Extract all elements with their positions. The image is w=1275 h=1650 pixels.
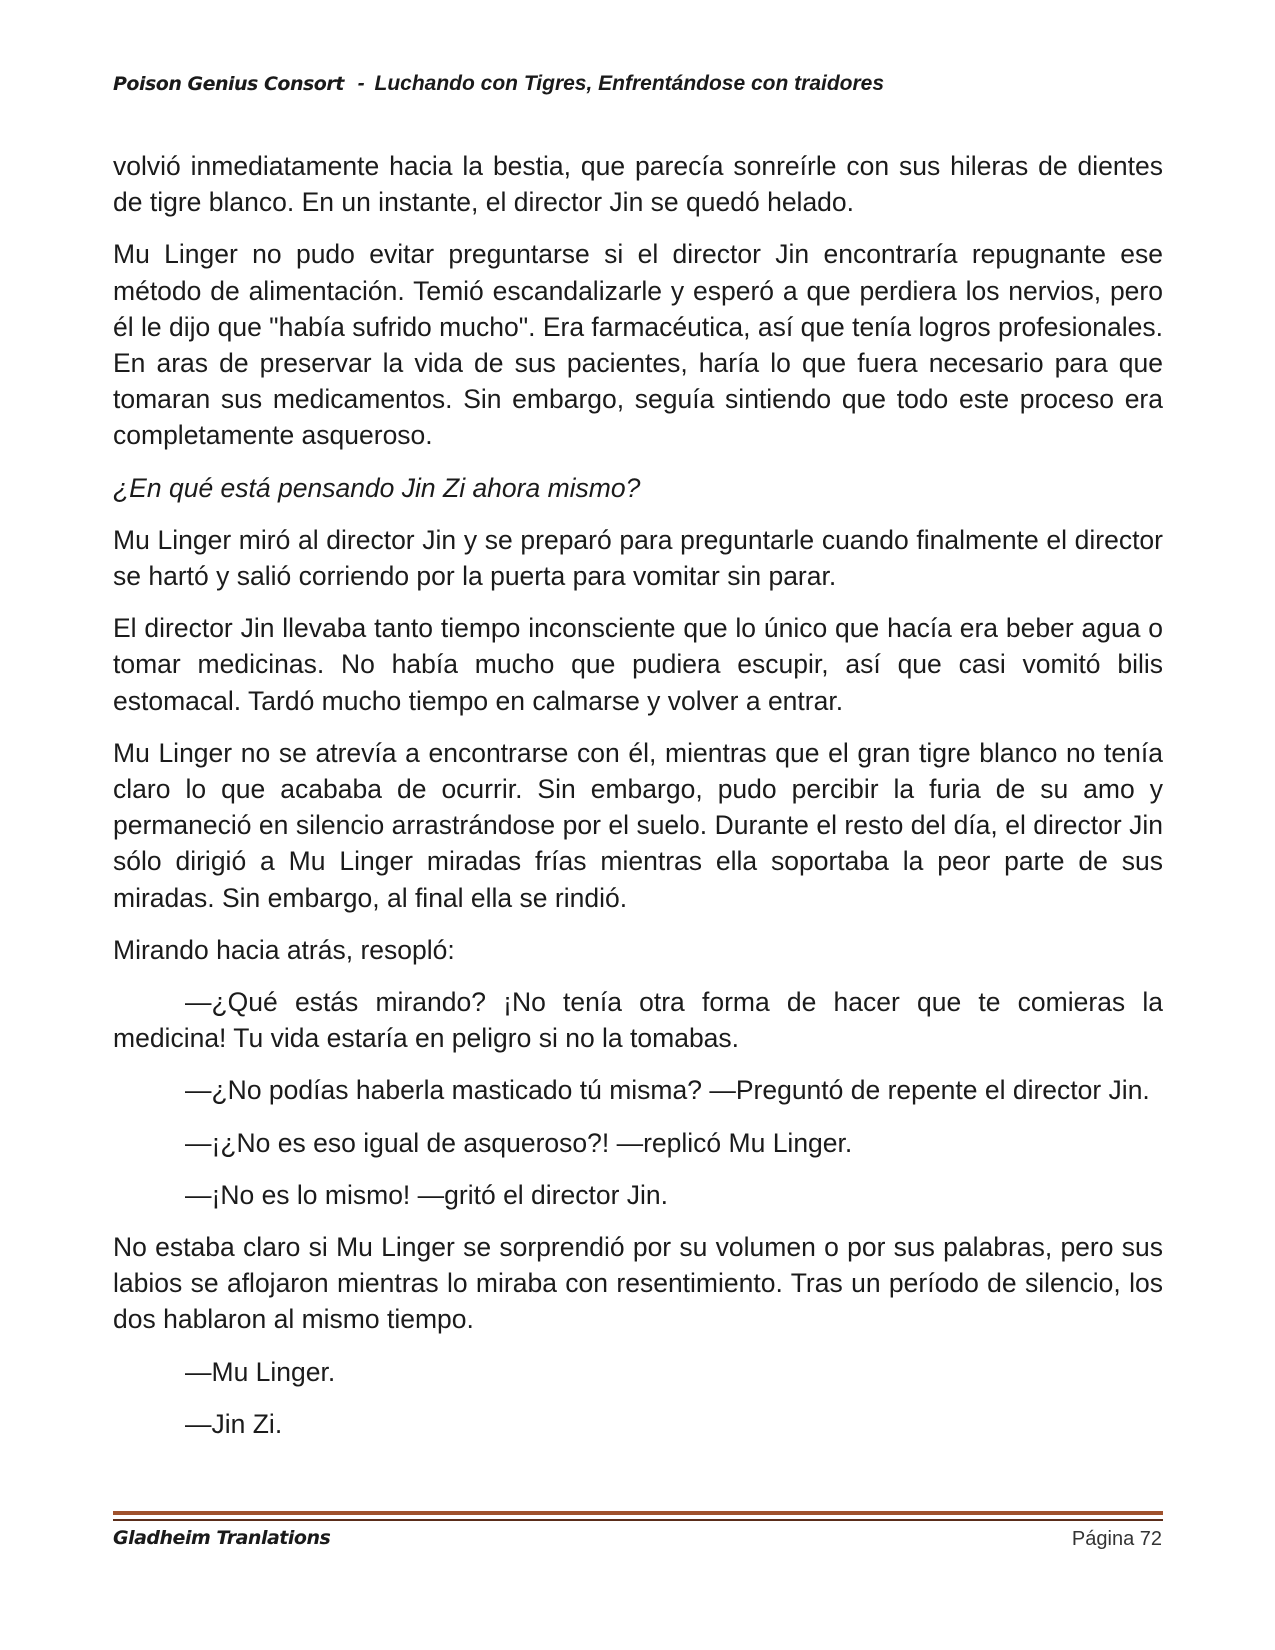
dialogue-line: —Jin Zi. bbox=[185, 1408, 283, 1439]
paragraph: Mu Linger no pudo evitar preguntarse si el director Jin encontraría repugnante ese método de alimentación. Temió escandalizarle y esperó a que perdiera los nervios, pero él le dijo que "había sufrido mucho". Era farmacéutica, así que tenía logros profesionales. En aras de preservar la vida de sus pacientes, haría lo que fuera necesario para que tomaran sus medicamentos. Sin embargo, seguía sintiendo que todo este proceso era completamente asqueroso. bbox=[113, 239, 1163, 451]
page-number: Página 72 bbox=[1071, 1528, 1162, 1550]
header-subtitle: Luchando con Tigres, Enfrentándose con traidores bbox=[374, 72, 885, 95]
dialogue-line: —¡¿No es eso igual de asqueroso?! —replicó Mu Linger. bbox=[185, 1127, 853, 1158]
paragraph: No estaba claro si Mu Linger se sorprendió por su volumen o por sus palabras, pero sus labios se aflojaron mientras lo miraba con resentimiento. Tras un período de silencio, los dos hablaron al mismo tiempo. bbox=[113, 1232, 1163, 1335]
body-text bbox=[113, 148, 1163, 1458]
header-title: Poison Genius Consort bbox=[113, 73, 344, 95]
paragraph-thought: ¿En qué está pensando Jin Zi ahora mismo? bbox=[113, 472, 641, 503]
dialogue-line: —¿Qué estás mirando? ¡No tenía otra forma de hacer que te comieras la medicina! Tu vida estaría en peligro si no la tomabas. bbox=[113, 987, 1163, 1054]
paragraph: volvió inmediatamente hacia la bestia, que parecía sonreírle con sus hileras de dientes de tigre blanco. En un instante, el director Jin se quedó helado. bbox=[113, 151, 1163, 218]
footer-credit: Gladheim Tranlations bbox=[113, 1527, 331, 1549]
header-separator: - bbox=[357, 72, 365, 95]
paragraph: Mirando hacia atrás, resopló: bbox=[113, 934, 455, 965]
page-header bbox=[113, 72, 1163, 96]
footer-rule bbox=[113, 1511, 1163, 1515]
dialogue-line: —¡No es lo mismo! —gritó el director Jin. bbox=[185, 1179, 669, 1210]
paragraph: Mu Linger no se atrevía a encontrarse con él, mientras que el gran tigre blanco no tenía claro lo que acababa de ocurrir. Sin embargo, pudo percibir la furia de su amo y permaneció en silencio arrastrándose por el suelo. Durante el resto del día, el director Jin sólo dirigió a Mu Linger miradas frías mientras ella soportaba la peor parte de sus miradas. Sin embargo, al final ella se rindió. bbox=[113, 737, 1163, 913]
dialogue-line: —Mu Linger. bbox=[185, 1356, 336, 1387]
paragraph: Mu Linger miró al director Jin y se preparó para preguntarle cuando finalmente el director se hartó y salió corriendo por la puerta para vomitar sin parar. bbox=[113, 524, 1163, 592]
paragraph: El director Jin llevaba tanto tiempo inconsciente que lo único que hacía era beber agua o tomar medicinas. No había mucho que pudiera escupir, así que casi vomitó bilis estomacal. Tardó mucho tiempo en calmarse y volver a entrar. bbox=[113, 613, 1163, 716]
footer-rule-thin bbox=[113, 1519, 1163, 1521]
dialogue-line: —¿No podías haberla masticado tú misma? —Preguntó de repente el director Jin. bbox=[185, 1075, 1150, 1106]
